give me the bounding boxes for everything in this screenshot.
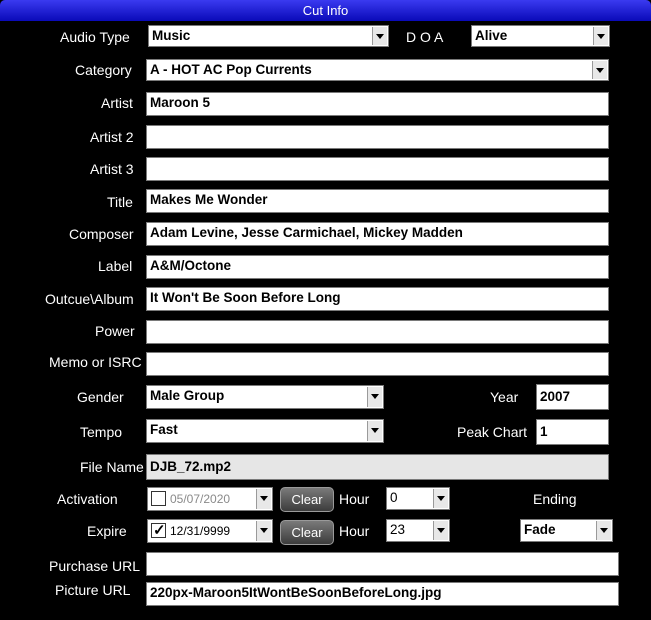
- power-label: Power: [95, 323, 135, 339]
- artist2-label: Artist 2: [90, 129, 134, 145]
- chevron-down-icon[interactable]: [256, 521, 271, 541]
- file-name-field: DJB_72.mp2: [146, 454, 609, 480]
- activation-hour-select[interactable]: [386, 487, 450, 510]
- memo-label: Memo or ISRC: [49, 354, 142, 370]
- expire-hour-value: 23: [390, 522, 406, 537]
- picture-url-field[interactable]: 220px-Maroon5ItWontBeSoonBeforeLong.jpg: [146, 582, 619, 606]
- category-value: A - HOT AC Pop Currents: [150, 62, 312, 77]
- expire-date-picker[interactable]: [147, 519, 273, 543]
- artist2-field[interactable]: [146, 125, 609, 149]
- activation-date-value: 05/07/2020: [170, 492, 231, 506]
- label-label: Label: [98, 258, 133, 274]
- peak-chart-label: Peak Chart: [457, 424, 528, 440]
- chevron-down-icon[interactable]: [372, 27, 387, 45]
- doa-select[interactable]: [471, 25, 610, 47]
- artist3-label: Artist 3: [90, 161, 134, 177]
- audio-type-value: Music: [152, 28, 191, 43]
- ending-select[interactable]: [520, 519, 613, 542]
- activation-label: Activation: [57, 491, 118, 507]
- audio-type-select[interactable]: [148, 25, 389, 47]
- peak-chart-field[interactable]: 1: [536, 419, 609, 445]
- expire-date-value: 12/31/9999: [170, 524, 231, 538]
- expire-hour-select[interactable]: [386, 519, 450, 542]
- title-label: Title: [107, 194, 133, 210]
- tempo-value: Fast: [150, 422, 178, 437]
- chevron-down-icon[interactable]: [367, 387, 382, 407]
- expire-hour-label: Hour: [339, 523, 370, 539]
- picture-url-label: Picture URL: [55, 582, 131, 598]
- chevron-down-icon[interactable]: [433, 489, 448, 508]
- power-field[interactable]: [146, 320, 609, 344]
- audio-type-label: Audio Type: [60, 29, 130, 45]
- chevron-down-icon[interactable]: [433, 521, 448, 540]
- artist3-field[interactable]: [146, 157, 609, 181]
- gender-value: Male Group: [150, 388, 225, 403]
- year-label: Year: [490, 389, 519, 405]
- album-field[interactable]: It Won't Be Soon Before Long: [146, 287, 609, 311]
- window-title: Cut Info: [0, 0, 651, 21]
- file-name-label: File Name: [80, 459, 144, 475]
- expire-enable-checkbox[interactable]: [151, 523, 166, 538]
- activation-hour-value: 0: [390, 490, 398, 505]
- activation-enable-checkbox[interactable]: [151, 491, 166, 506]
- artist-label: Artist: [101, 95, 133, 111]
- gender-label: Gender: [77, 389, 124, 405]
- category-select[interactable]: [146, 59, 609, 81]
- activation-hour-label: Hour: [339, 491, 370, 507]
- tempo-select[interactable]: [146, 419, 384, 443]
- doa-label: D O A: [406, 29, 444, 45]
- composer-field[interactable]: Adam Levine, Jesse Carmichael, Mickey Madden: [146, 222, 609, 246]
- doa-value: Alive: [475, 28, 508, 43]
- label-field[interactable]: A&M/Octone: [146, 255, 609, 279]
- ending-value: Fade: [524, 522, 556, 537]
- tempo-label: Tempo: [80, 424, 123, 440]
- activation-clear-button[interactable]: Clear: [280, 487, 334, 512]
- chevron-down-icon[interactable]: [596, 521, 611, 540]
- composer-label: Composer: [69, 226, 134, 242]
- purchase-url-label: Purchase URL: [49, 558, 141, 574]
- expire-clear-button[interactable]: Clear: [280, 520, 334, 545]
- chevron-down-icon[interactable]: [592, 61, 607, 79]
- activation-date-picker[interactable]: [147, 487, 273, 511]
- chevron-down-icon[interactable]: [256, 489, 271, 509]
- gender-select[interactable]: [146, 385, 384, 409]
- category-label: Category: [75, 62, 132, 78]
- artist-field[interactable]: Maroon 5: [146, 92, 609, 116]
- ending-label: Ending: [533, 491, 577, 507]
- chevron-down-icon[interactable]: [593, 27, 608, 45]
- album-label: Outcue\Album: [45, 291, 134, 307]
- memo-field[interactable]: [146, 352, 609, 376]
- purchase-url-field[interactable]: [146, 552, 619, 576]
- expire-label: Expire: [87, 523, 127, 539]
- chevron-down-icon[interactable]: [367, 421, 382, 441]
- title-field[interactable]: Makes Me Wonder: [146, 189, 609, 213]
- year-field[interactable]: 2007: [536, 384, 609, 410]
